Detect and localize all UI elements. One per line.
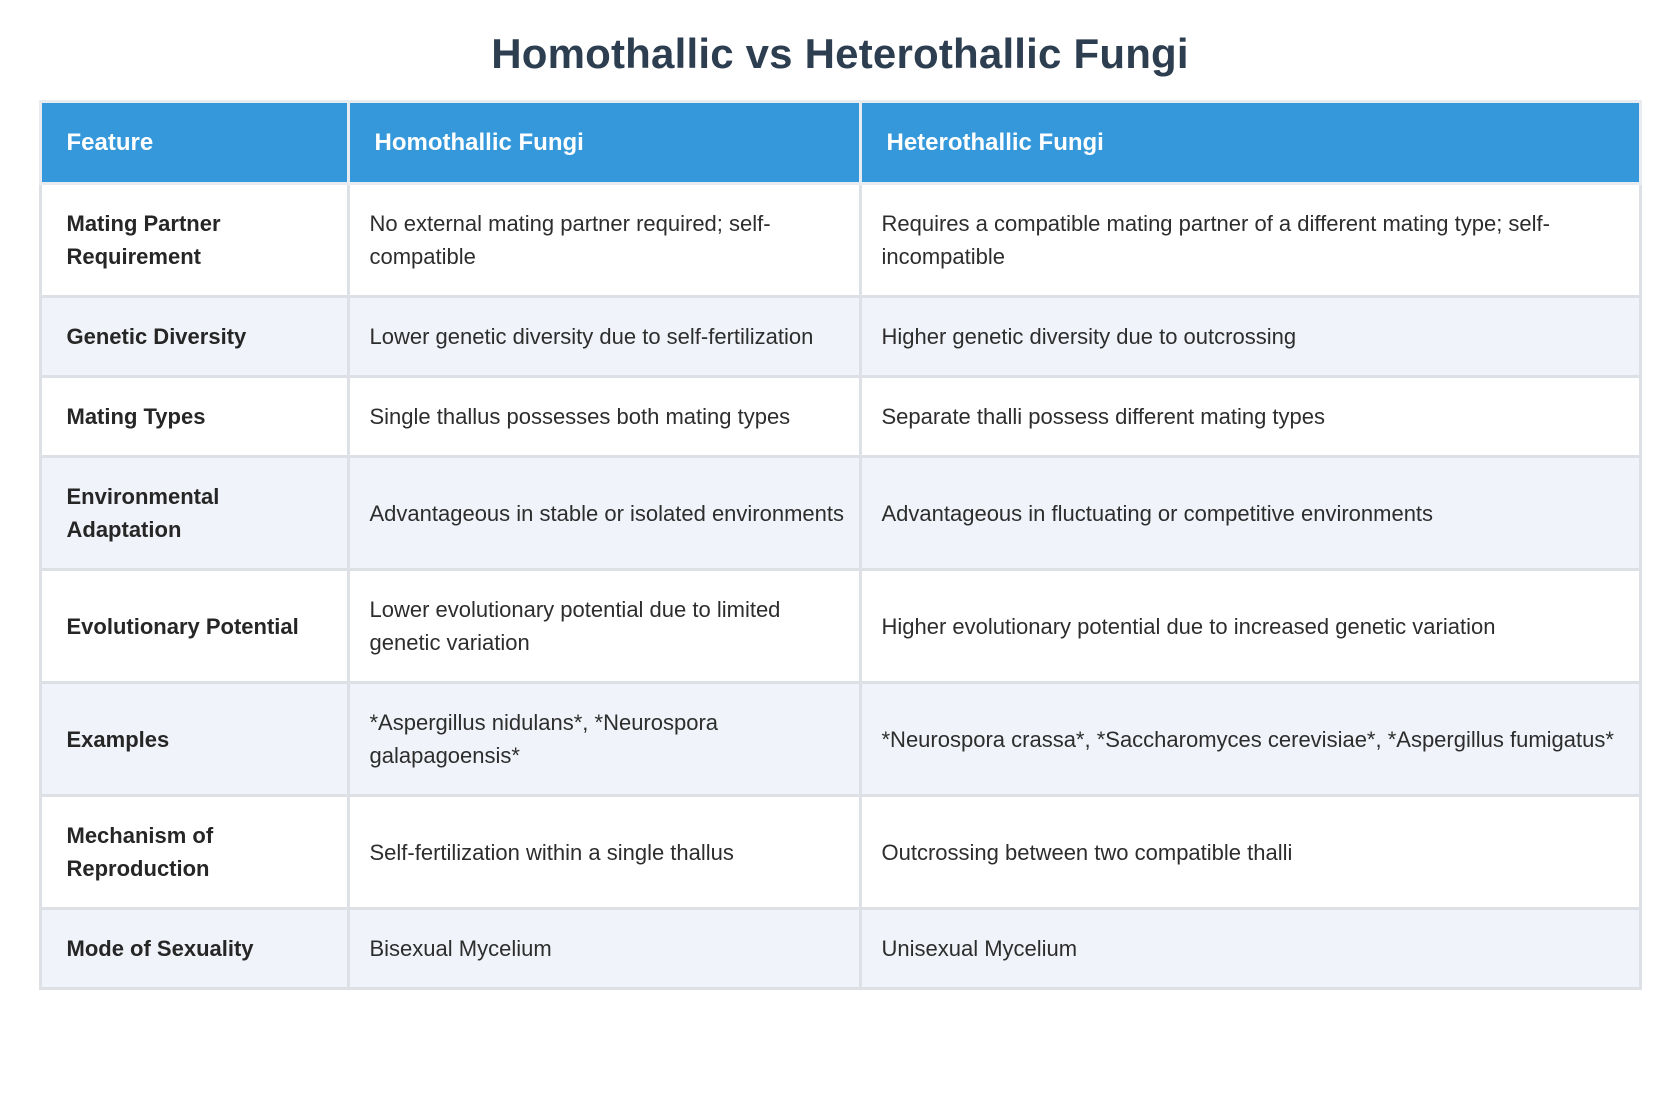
header-row: [40, 102, 1640, 184]
feature-cell: Genetic Diversity: [40, 297, 348, 377]
feature-cell: Mating Partner Requirement: [40, 184, 348, 297]
table-row: [40, 184, 1640, 297]
heterothallic-cell: Separate thalli possess different mating types: [860, 377, 1640, 457]
feature-cell: Mating Types: [40, 377, 348, 457]
comparison-table: [39, 100, 1642, 990]
homothallic-cell: Lower genetic diversity due to self-fertilization: [348, 297, 860, 377]
homothallic-cell: *Aspergillus nidulans*, *Neurospora galapagoensis*: [348, 683, 860, 796]
heterothallic-cell: Higher genetic diversity due to outcrossing: [860, 297, 1640, 377]
homothallic-cell: Lower evolutionary potential due to limited genetic variation: [348, 570, 860, 683]
heterothallic-cell: Outcrossing between two compatible thalli: [860, 796, 1640, 909]
table-row: [40, 297, 1640, 377]
heterothallic-cell: Higher evolutionary potential due to increased genetic variation: [860, 570, 1640, 683]
feature-cell: Evolutionary Potential: [40, 570, 348, 683]
table-row: [40, 377, 1640, 457]
table-row: [40, 570, 1640, 683]
heterothallic-cell: Requires a compatible mating partner of a different mating type; self-incompatible: [860, 184, 1640, 297]
homothallic-cell: Self-fertilization within a single thallus: [348, 796, 860, 909]
table-row: [40, 796, 1640, 909]
page: [0, 30, 1680, 1110]
page-title: Homothallic vs Heterothallic Fungi: [491, 30, 1189, 77]
header-heterothallic-fungi: Heterothallic Fungi: [860, 102, 1640, 184]
table-row: [40, 457, 1640, 570]
header-homothallic-fungi: Homothallic Fungi: [348, 102, 860, 184]
homothallic-cell: No external mating partner required; self-compatible: [348, 184, 860, 297]
header-feature: Feature: [40, 102, 348, 184]
heterothallic-cell: Unisexual Mycelium: [860, 909, 1640, 989]
homothallic-cell: Bisexual Mycelium: [348, 909, 860, 989]
homothallic-cell: Single thallus possesses both mating types: [348, 377, 860, 457]
feature-cell: Mechanism of Reproduction: [40, 796, 348, 909]
table-body: [40, 184, 1640, 989]
heterothallic-cell: *Neurospora crassa*, *Saccharomyces cerevisiae*, *Aspergillus fumigatus*: [860, 683, 1640, 796]
table-row: [40, 909, 1640, 989]
feature-cell: Examples: [40, 683, 348, 796]
feature-cell: Environmental Adaptation: [40, 457, 348, 570]
homothallic-cell: Advantageous in stable or isolated environments: [348, 457, 860, 570]
heterothallic-cell: Advantageous in fluctuating or competitive environments: [860, 457, 1640, 570]
feature-cell: Mode of Sexuality: [40, 909, 348, 989]
table-row: [40, 683, 1640, 796]
